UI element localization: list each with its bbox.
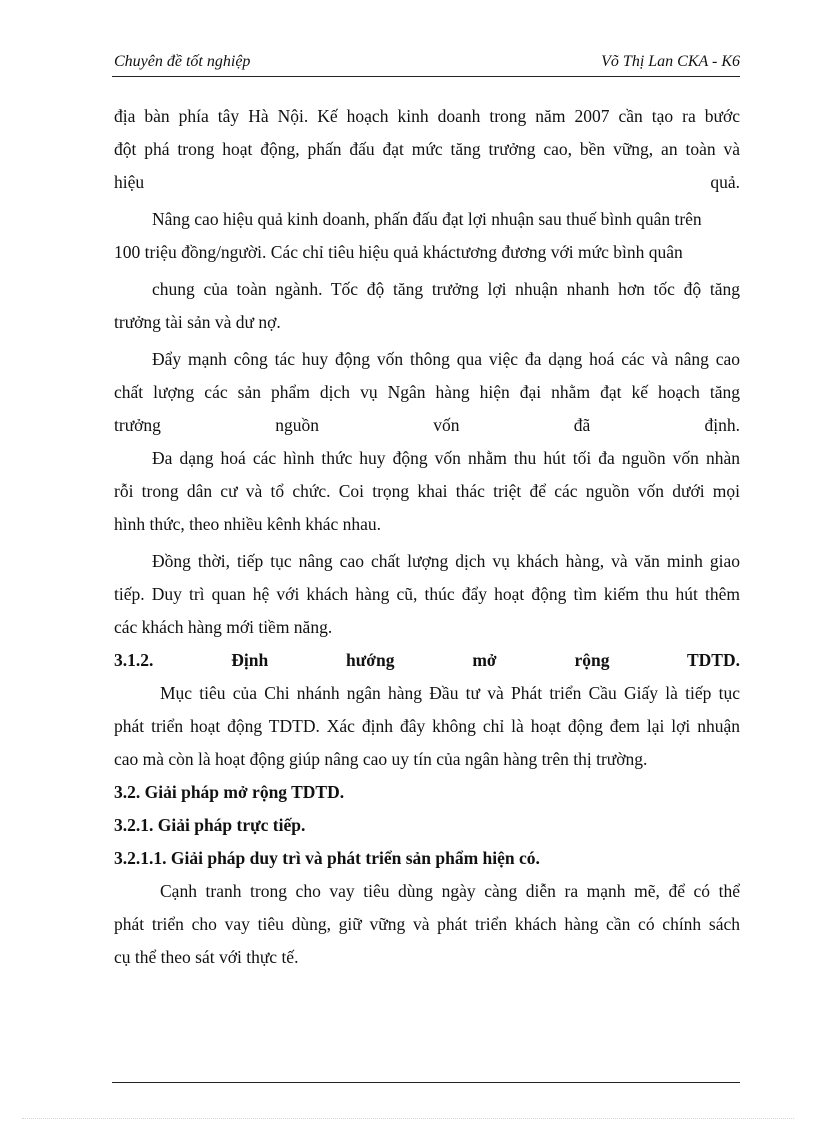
paragraph-line: hình thức, theo nhiều kênh khác nhau. (114, 514, 382, 534)
paragraph-line: trưởng nguồn vốn đã định. (114, 415, 740, 435)
footer-divider (112, 1082, 740, 1083)
subsubsection-heading: 3.2.1.1. Giải pháp duy trì và phát triển sản phẩm hiện có. (114, 848, 540, 868)
paragraph-line: Cạnh tranh trong cho vay tiêu dùng ngày càng diễn ra mạnh mẽ, để có thể (160, 881, 740, 901)
paragraph-line: trưởng tài sản và dư nợ. (114, 312, 281, 332)
paragraph-line: 100 triệu đồng/người. Các chỉ tiêu hiệu quả kháctương đương với mức bình quân (114, 242, 683, 262)
page-header (114, 50, 740, 76)
paragraph-line: Mục tiêu của Chi nhánh ngân hàng Đầu tư và Phát triển Cầu Giấy là tiếp tục (160, 683, 740, 703)
paragraph-line: chất lượng các sản phẩm dịch vụ Ngân hàng hiện đại nhằm đạt kế hoạch tăng (114, 382, 740, 402)
paragraph-line: phát triển cho vay tiêu dùng, giữ vững và phát triển khách hàng cần có chính sách (114, 914, 740, 934)
paragraph-line: địa bàn phía tây Hà Nội. Kế hoạch kinh doanh trong năm 2007 cần tạo ra bước (114, 106, 740, 126)
paragraph-line: hiệu quả. (114, 172, 740, 192)
paragraph-line: Đẩy mạnh công tác huy động vốn thông qua việc đa dạng hoá các và nâng cao (152, 349, 740, 369)
paragraph-line: cao mà còn là hoạt động giúp nâng cao uy tín của ngân hàng trên thị trường. (114, 749, 648, 769)
paragraph-line: rỗi trong dân cư và tổ chức. Coi trọng khai thác triệt để các nguồn vốn dưới mọi (114, 481, 740, 501)
page-boundary (22, 1118, 794, 1119)
paragraph-line: Đa dạng hoá các hình thức huy động vốn nhằm thu hút tối đa nguồn vốn nhàn (152, 448, 740, 468)
section-heading: 3.2. Giải pháp mở rộng TDTD. (114, 782, 345, 802)
header-document-type: Chuyên đề tốt nghiệp (114, 53, 251, 70)
paragraph-line: cụ thể theo sát với thực tế. (114, 947, 299, 967)
header-divider (112, 76, 740, 77)
paragraph-line: đột phá trong hoạt động, phấn đấu đạt mức tăng trưởng cao, bền vững, an toàn và (114, 139, 740, 159)
header-author: Võ Thị Lan CKA - K6 (601, 53, 740, 70)
document-body (114, 100, 740, 974)
paragraph-line: Nâng cao hiệu quả kinh doanh, phấn đấu đạt lợi nhuận sau thuế bình quân trên (152, 209, 702, 229)
paragraph-line: chung của toàn ngành. Tốc độ tăng trưởng lợi nhuận nhanh hơn tốc độ tăng (152, 279, 740, 299)
subsection-heading: 3.2.1. Giải pháp trực tiếp. (114, 815, 306, 835)
paragraph-line: phát triển hoạt động TDTD. Xác định đây không chỉ là hoạt động đem lại lợi nhuận (114, 716, 740, 736)
section-heading: 3.1.2. Định hướng mở rộng TDTD. (114, 650, 740, 670)
paragraph-line: tiếp. Duy trì quan hệ với khách hàng cũ, thúc đẩy hoạt động tìm kiếm thu hút thêm (114, 584, 740, 604)
paragraph-line: Đồng thời, tiếp tục nâng cao chất lượng dịch vụ khách hàng, và văn minh giao (152, 551, 740, 571)
paragraph-line: các khách hàng mới tiềm năng. (114, 617, 333, 637)
